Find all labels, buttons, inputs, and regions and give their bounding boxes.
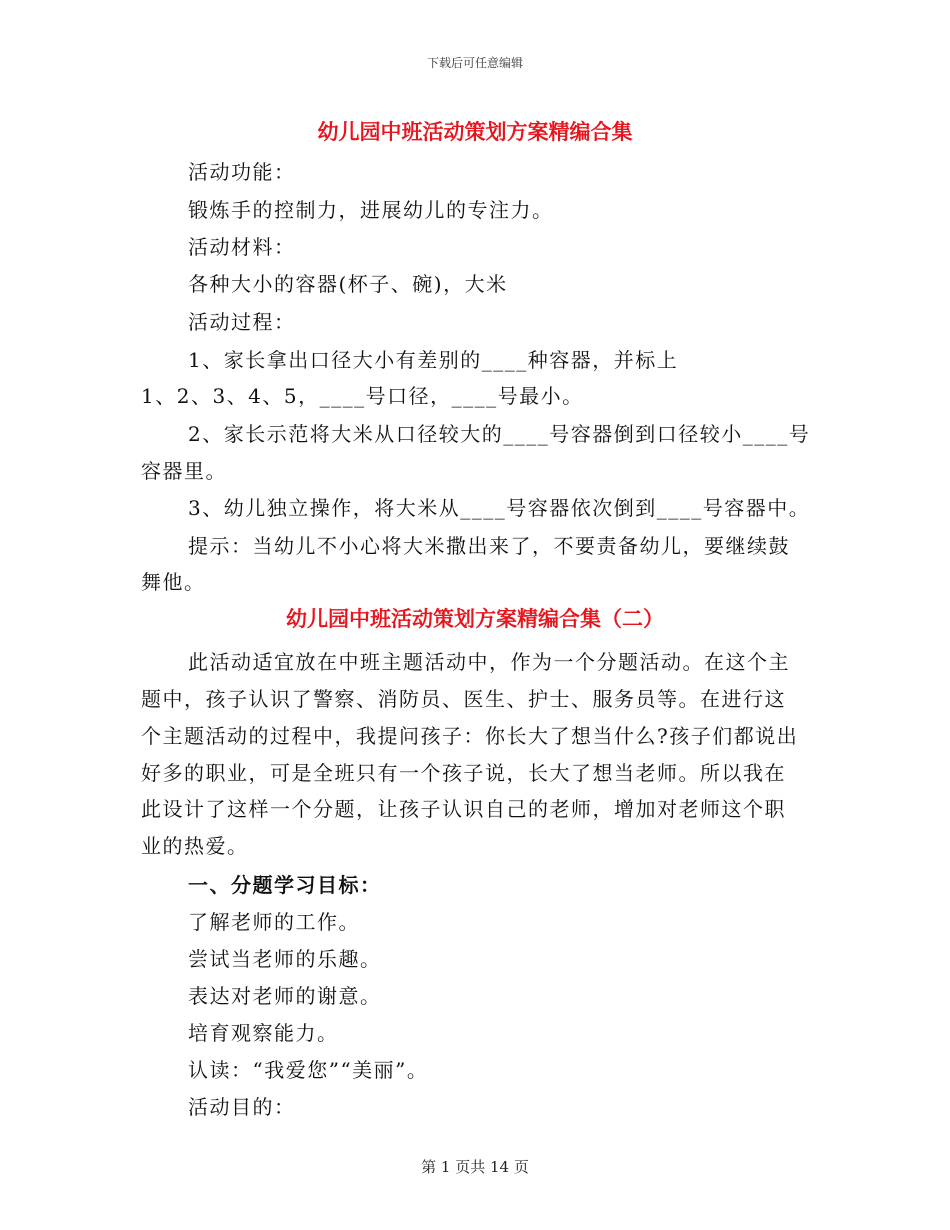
paragraph-line: 活动材料：: [188, 235, 296, 259]
subheading: 一、分题学习目标：: [188, 873, 382, 897]
paragraph-line: 个主题活动的过程中，我提问孩子：你长大了想当什么?孩子们都说出: [141, 724, 799, 748]
section-title: 幼儿园中班活动策划方案精编合集（二）: [286, 606, 664, 631]
list-item: 尝试当老师的乐趣。: [188, 947, 382, 971]
step-line: 容器里。: [141, 459, 227, 483]
paragraph-line: 题中，孩子认识了警察、消防员、医生、护士、服务员等。在进行这: [141, 687, 786, 711]
paragraph-line: 业的热爱。: [141, 834, 249, 858]
paragraph-line: 各种大小的容器(杯子、碗)，大米: [188, 272, 508, 296]
page-footer: 第 1 页共 14 页: [421, 1158, 529, 1176]
paragraph-line: 此活动适宜放在中班主题活动中，作为一个分题活动。在这个主: [188, 650, 790, 674]
list-item: 了解老师的工作。: [188, 910, 360, 934]
step-line: 1、2、3、4、5，____号口径，____号最小。: [141, 384, 584, 408]
tip-line: 舞他。: [141, 570, 206, 594]
paragraph-line: 活动功能：: [188, 160, 296, 184]
list-item: 认读：“我爱您”“美丽”。: [188, 1058, 429, 1082]
step-line: 3、幼儿独立操作，将大米从____号容器依次倒到____号容器中。: [188, 496, 811, 520]
document-title: 幼儿园中班活动策划方案精编合集: [317, 119, 633, 144]
paragraph-line: 此设计了这样一个分题，让孩子认识自己的老师，增加对老师这个职: [141, 797, 786, 821]
page-header: 下载后可任意编辑: [426, 56, 523, 70]
paragraph-line: 活动过程：: [188, 310, 296, 334]
list-item: 活动目的：: [188, 1095, 296, 1119]
paragraph-line: 锻炼手的控制力，进展幼儿的专注力。: [188, 198, 554, 222]
step-line: 2、家长示范将大米从口径较大的____号容器倒到口径较小____号: [188, 422, 811, 446]
step-line: 1、家长拿出口径大小有差别的____种容器，并标上: [188, 348, 679, 372]
list-item: 表达对老师的谢意。: [188, 984, 382, 1008]
list-item: 培育观察能力。: [188, 1021, 339, 1045]
tip-line: 提示：当幼儿不小心将大米撒出来了，不要责备幼儿，要继续鼓: [188, 534, 790, 558]
paragraph-line: 好多的职业，可是全班只有一个孩子说，长大了想当老师。所以我在: [141, 761, 786, 785]
